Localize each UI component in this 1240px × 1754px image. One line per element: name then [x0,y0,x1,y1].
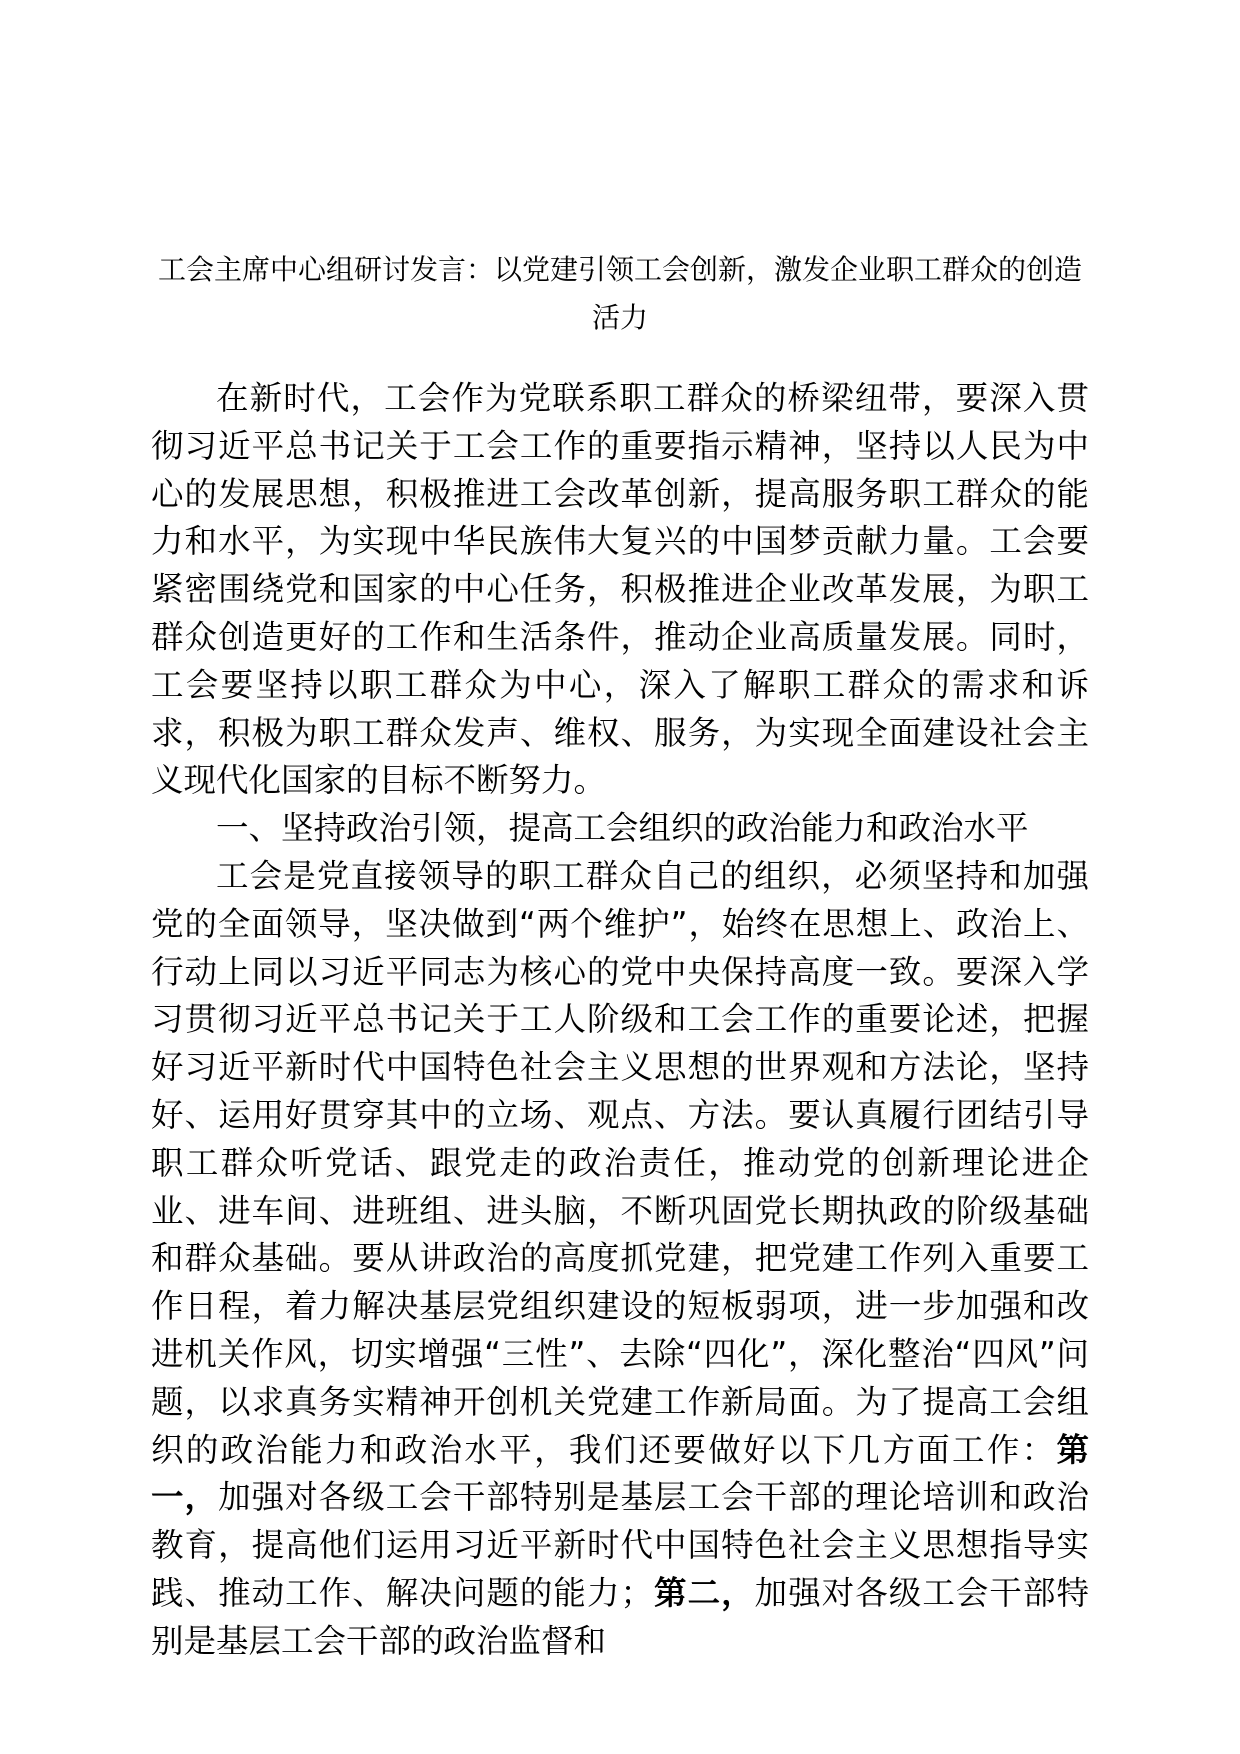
point-two-text: 加强对各级工会干部特别是基层工会干部的政治监督和 [151,1573,1089,1660]
section-paragraph [151,853,1089,1666]
section-paragraph-text: 工会是党直接领导的职工群众自己的组织，必须坚持和加强党的全面领导，坚决做到“两个维护”，始终在思想上、政治上、行动上同以习近平同志为核心的党中央保持高度一致。要深入学习贯彻习近平总书记关于工人阶级和工会工作的重要论述，把握好习近平新时代中国特色社会主义思想的世界观和方法论，坚持好、运用好贯穿其中的立场、观点、方法。要认真履行团结引导职工群众听党话、跟党走的政治责任，推动党的创新理论进企业、进车间、进班组、进头脑，不断巩固党长期执政的阶级基础和群众基础。要从讲政治的高度抓党建，把党建工作列入重要工作日程，着力解决基层党组织建设的短板弱项，进一步加强和改进机关作风，切实增强“三性”、去除“四化”，深化整治“四风”问题，以求真务实精神开创机关党建工作新局面。为了提高工会组织的政治能力和政治水平，我们还要做好以下几方面工作： [151,856,1089,1469]
point-one-label: 第一， [151,1430,1089,1517]
section-heading: 一、坚持政治引领，提高工会组织的政治能力和政治水平 [216,809,1029,848]
point-two-label: 第二， [653,1573,755,1612]
intro-paragraph: 在新时代，工会作为党联系职工群众的桥梁纽带，要深入贯彻习近平总书记关于工会工作的重要指示精神，坚持以人民为中心的发展思想，积极推进工会改革创新，提高服务职工群众的能力和水平，为实现中华民族伟大复兴的中国梦贡献力量。工会要紧密围绕党和国家的中心任务，积极推进企业改革发展，为职工群众创造更好的工作和生活条件，推动企业高质量发展。同时，工会要坚持以职工群众为中心，深入了解职工群众的需求和诉求，积极为职工群众发声、维权、服务，为实现全面建设社会主义现代化国家的目标不断努力。 [151,379,1089,800]
document-title: 工会主席中心组研讨发言：以党建引领工会创新，激发企业职工群众的创造活力 [157,253,1082,334]
point-one-text: 加强对各级工会干部特别是基层工会干部的理论培训和政治教育，提高他们运用习近平新时代中国特色社会主义思想指导实践、推动工作、解决问题的能力； [151,1478,1089,1612]
document-body [151,375,1089,1666]
